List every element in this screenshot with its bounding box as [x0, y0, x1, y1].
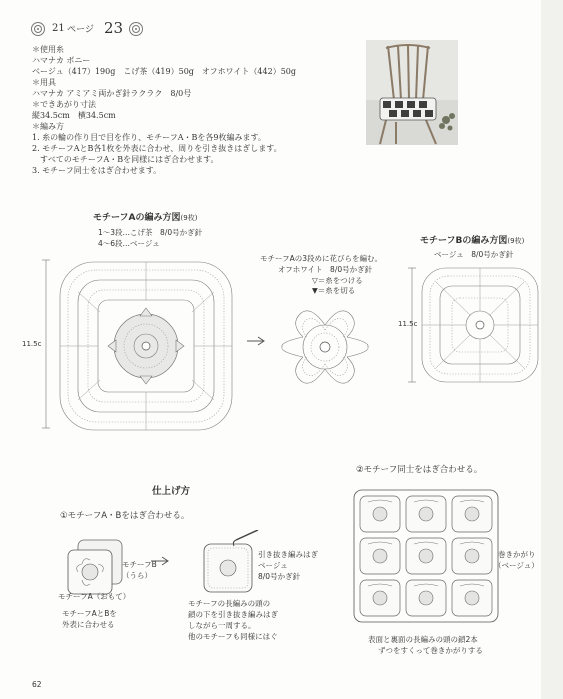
yarn-brand: ハマナカ ボニー [32, 56, 91, 65]
motif-b-title-text: モチーフBの編み方図 [420, 236, 508, 246]
motif-a-count: (9枚) [180, 214, 198, 222]
motif-grid-illustration [352, 488, 502, 626]
motif-a-front-label: モチーフA（おもて） [58, 592, 131, 601]
header-prefix-number: 21 [52, 23, 65, 34]
page-number: 62 [32, 680, 42, 689]
legend-cut-yarn: ▼＝糸を切る [312, 286, 356, 295]
spiral-ornament-left-icon [30, 21, 46, 37]
size-text: 縦34.5cm 横34.5cm [32, 111, 116, 120]
join-note-line-2: 外表に合わせる [62, 620, 115, 629]
motif-b-label: モチーフB [122, 560, 157, 569]
tools-label: ＊用具 [32, 78, 56, 87]
arrow-right-icon [150, 556, 170, 566]
method-label: ＊編み方 [32, 122, 64, 131]
size-label: ＊できあがり寸法 [32, 100, 96, 109]
method-step-3: 3. モチーフ同士をはぎ合わせます。 [32, 166, 162, 175]
motif-b-line-1: ベージュ 8/0号かぎ針 [434, 250, 514, 259]
legend-attach-yarn: ▽＝糸をつける [312, 276, 363, 285]
motif-a-title-text: モチーフAの編み方図 [93, 213, 181, 223]
whip-stitch-label-2: （ベージュ） [494, 561, 539, 570]
motif-a-chart [38, 252, 248, 442]
header-pages-label: ページ [67, 25, 94, 35]
method-step-2: 2. モチーフAとB各1枚を外表に合わせ、周りを引き抜きはぎします。 [32, 144, 282, 153]
slip-desc-line-4: 他のモチーフも同様にはぐ [188, 632, 278, 641]
join-note-line-1: モチーフAとBを [62, 609, 117, 618]
yarn-colors: ベージュ（417）190g こげ茶（419）50g オフホワイト（442）50g [32, 67, 296, 76]
slip-desc-line-2: 鎖の下を引き抜き編みはぎ [188, 610, 278, 619]
slip-label-line-3: 8/0号かぎ針 [258, 572, 301, 581]
motif-b-dimension: 11.5c [398, 320, 418, 328]
motif-b-title [420, 236, 524, 247]
chair-photo [366, 40, 458, 145]
motif-b-back-label: （うら） [122, 571, 152, 580]
finishing-step-1-title: ①モチーフA・Bをはぎ合わせる。 [60, 511, 190, 521]
slip-desc-line-1: モチーフの長編みの頭の [188, 599, 271, 608]
motif-a-line-1: 1～3段…こげ茶 8/0号かぎ針 [98, 228, 203, 237]
slip-stitch-illustration [196, 530, 266, 600]
petal-note-line-1: モチーフAの3段めに花びらを編む。 [260, 254, 383, 263]
materials-section [32, 44, 362, 176]
method-step-1: 1. 糸の輪の作り目で目を作り、モチーフA・Bを各9枚編みます。 [32, 133, 266, 142]
method-step-2b: すべてのモチーフA・Bを同様にはぎ合わせます。 [32, 155, 219, 164]
finishing-step-2-title: ②モチーフ同士をはぎ合わせる。 [356, 465, 483, 475]
slip-label-line-2: ベージュ [258, 561, 288, 570]
petal-note-line-2: オフホワイト 8/0号かぎ針 [278, 265, 373, 274]
slip-label-line-1: 引き抜き編みはぎ [258, 550, 318, 559]
bottom-note-line-2: ずつをすくって巻きかがりする [378, 646, 483, 655]
motif-b-count: (9枚) [507, 237, 525, 245]
motif-b-chart [406, 262, 546, 392]
used-yarn-label: ＊使用糸 [32, 45, 64, 54]
petal-chart [270, 292, 380, 402]
spiral-ornament-right-icon [128, 21, 144, 37]
motif-a-dimension: 11.5c [22, 340, 42, 348]
slip-desc-line-3: しながら一周する。 [188, 621, 256, 630]
whip-stitch-label-1: 巻きかがり [498, 550, 536, 559]
finishing-title: 仕上げ方 [152, 486, 191, 497]
arrow-right-icon [246, 336, 266, 346]
bottom-note-line-1: 表面と裏面の長編みの頭の鎖2本 [368, 635, 478, 644]
motif-a-line-2: 4～6段…ベージュ [98, 239, 160, 248]
tools-text: ハマナカ アミアミ両かぎ針ラクラク 8/0号 [32, 89, 192, 98]
header-page-number: 23 [104, 19, 124, 37]
motif-a-title [93, 213, 197, 224]
